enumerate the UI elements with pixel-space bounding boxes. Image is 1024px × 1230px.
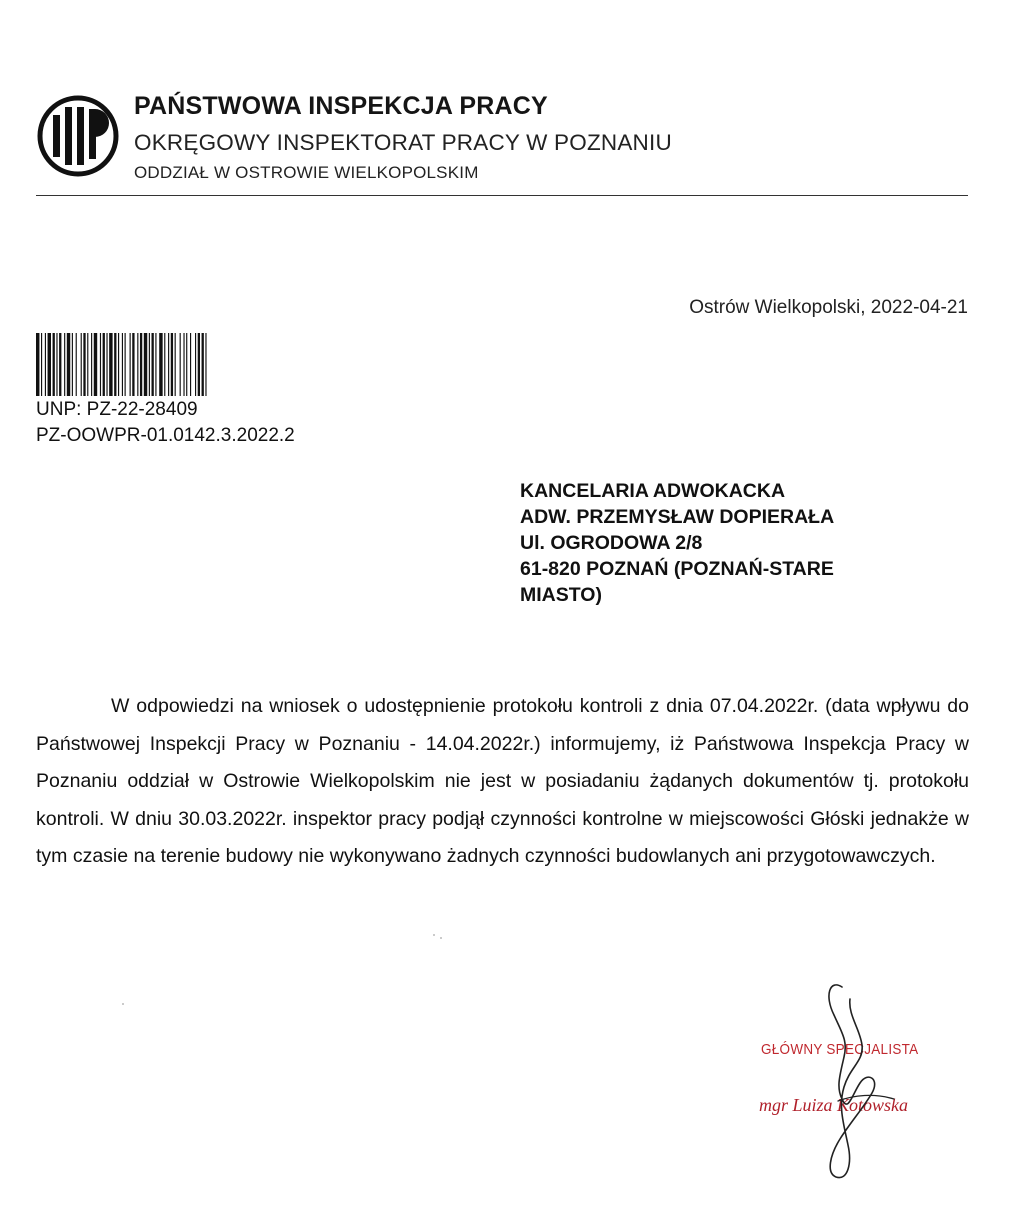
scan-speck [440,937,442,939]
unp-number: UNP: PZ-22-28409 [36,399,198,420]
recipient-line: Ul. OGRODOWA 2/8 [520,532,703,554]
recipient-line: 61-820 POZNAŃ (POZNAŃ-STARE [520,558,834,580]
letter-body [36,688,969,876]
scan-speck [122,1003,124,1005]
recipient-address [520,478,920,608]
pip-logo-icon [36,93,120,179]
recipient-line: KANCELARIA ADWOKACKA [520,480,786,502]
recipient-line: MIASTO) [520,584,602,606]
barcode-icon [36,333,348,396]
date-line: Ostrów Wielkopolski, 2022-04-21 [689,297,968,318]
institution-branch: ODDZIAŁ W OSTROWIE WIELKOPOLSKIM [134,163,479,182]
body-paragraph: W odpowiedzi na wniosek o udostępnienie protokołu kontroli z dnia 07.04.2022r. (data wpływu do Państwowej Inspekcji Pracy w Poznaniu - 14.04.2022r.) informujemy, iż Państwowa Inspekcja Pracy w Poznaniu oddział w Ostrowie Wielkopolskim nie jest w posiadaniu żądanych dokumentów tj. protokołu kontroli. W dniu 30.03.2022r. inspektor pracy podjął czynności kontrolne w miejscowości Głóski jednakże w tym czasie na terenie budowy nie wykonywano żadnych czynności budowlanych ani przygotowawczych. [36,695,969,867]
letterhead-divider [36,195,968,196]
stamp-title: GŁÓWNY SPECJALISTA [761,1041,919,1058]
institution-title: PAŃSTWOWA INSPEKCJA PRACY [134,92,548,120]
institution-subtitle: OKRĘGOWY INSPEKTORAT PRACY W POZNANIU [134,130,672,155]
stamp-name: mgr Luiza Kotowska [759,1095,909,1115]
scan-speck [433,934,435,936]
case-number: PZ-OOWPR-01.0142.3.2022.2 [36,425,295,446]
recipient-line: ADW. PRZEMYSŁAW DOPIERAŁA [520,506,835,528]
handwritten-signature-icon [790,975,910,1185]
